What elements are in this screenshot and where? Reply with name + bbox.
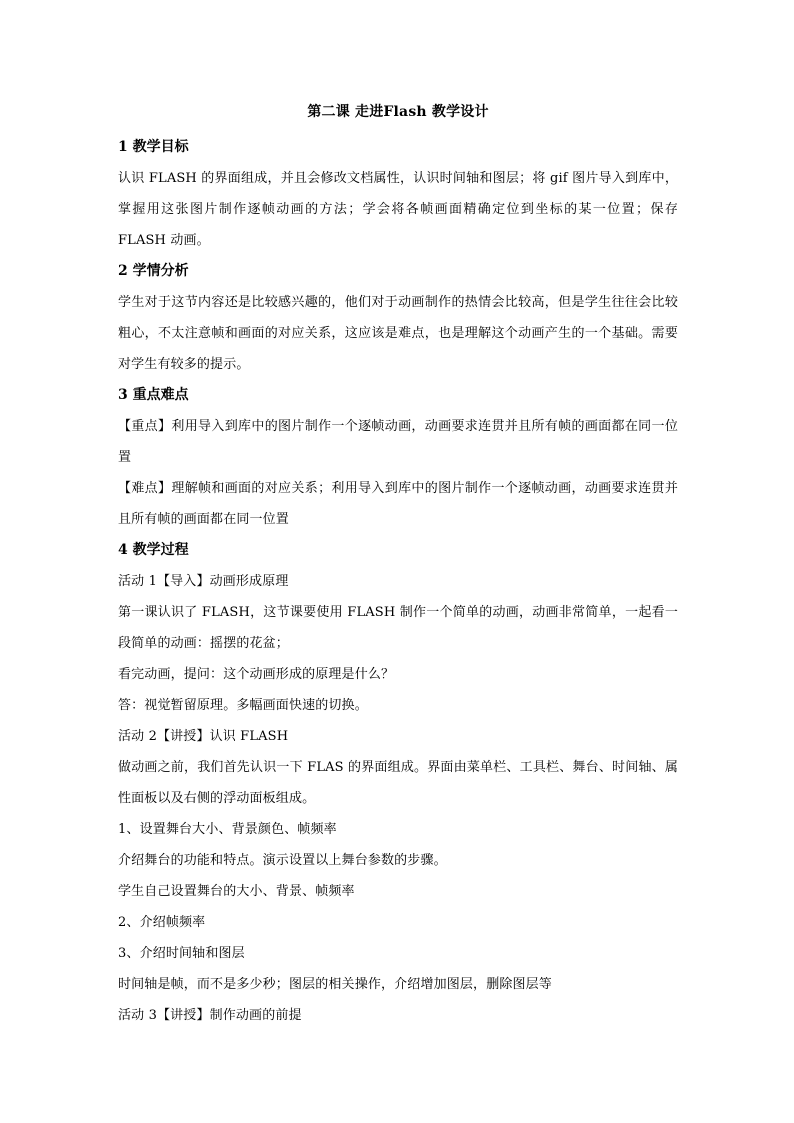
paragraph: 活动 1【导入】动画形成原理 xyxy=(118,574,289,589)
document-body xyxy=(118,102,678,1031)
paragraph: 介绍舞台的功能和特点。演示设置以上舞台参数的步骤。 xyxy=(118,853,447,868)
paragraph: 答：视觉暂留原理。多幅画面快速的切换。 xyxy=(118,698,368,713)
section-key-points xyxy=(118,380,678,535)
paragraph: 看完动画，提问：这个动画形成的原理是什么？ xyxy=(118,667,395,682)
paragraph: 活动 2【讲授】认识 FLASH xyxy=(118,729,289,744)
paragraph: 时间轴是帧，而不是多少秒；图层的相关操作，介绍增加图层，删除图层等 xyxy=(118,977,552,992)
section-teaching-process xyxy=(118,535,678,1031)
paragraph: 学生对于这节内容还是比较感兴趣的，他们对于动画制作的热情会比较高，但是学生往往会比较粗心，不太注意帧和画面的对应关系，这应该是难点，也是理解这个动画产生的一个基础。需要对学生有较多的提示。 xyxy=(118,295,678,372)
paragraph: 学生自己设置舞台的大小、背景、帧频率 xyxy=(118,884,355,899)
paragraph: 1、设置舞台大小、背景颜色、帧频率 xyxy=(118,822,337,837)
paragraph: 做动画之前，我们首先认识一下 FLAS 的界面组成。界面由菜单栏、工具栏、舞台、时间轴、属性面板以及右侧的浮动面板组成。 xyxy=(118,760,678,806)
section-heading: 2 学情分析 xyxy=(118,263,189,279)
section-learner-analysis xyxy=(118,256,678,380)
page-title: 第二课 走进Flash 教学设计 xyxy=(307,104,489,120)
paragraph: 活动 3【讲授】制作动画的前提 xyxy=(118,1008,302,1023)
paragraph: 3、介绍时间轴和图层 xyxy=(118,946,245,961)
section-heading: 4 教学过程 xyxy=(118,542,189,558)
paragraph: 【难点】理解帧和画面的对应关系；利用导入到库中的图片制作一个逐帧动画，动画要求连贯并且所有帧的画面都在同一位置 xyxy=(118,481,678,527)
paragraph: 【重点】利用导入到库中的图片制作一个逐帧动画，动画要求连贯并且所有帧的画面都在同一位置 xyxy=(118,419,678,465)
section-heading: 3 重点难点 xyxy=(118,387,189,403)
section-teaching-goals xyxy=(118,132,678,256)
paragraph: 2、介绍帧频率 xyxy=(118,915,206,930)
paragraph: 认识 FLASH 的界面组成，并且会修改文档属性，认识时间轴和图层；将 gif 图片导入到库中，掌握用这张图片制作逐帧动画的方法；学会将各帧画面精确定位到坐标的某一位置；保存 FLASH 动画。 xyxy=(118,171,678,248)
paragraph: 第一课认识了 FLASH，这节课要使用 FLASH 制作一个简单的动画，动画非常简单，一起看一段简单的动画：摇摆的花盆； xyxy=(118,605,678,651)
section-heading: 1 教学目标 xyxy=(118,139,189,155)
